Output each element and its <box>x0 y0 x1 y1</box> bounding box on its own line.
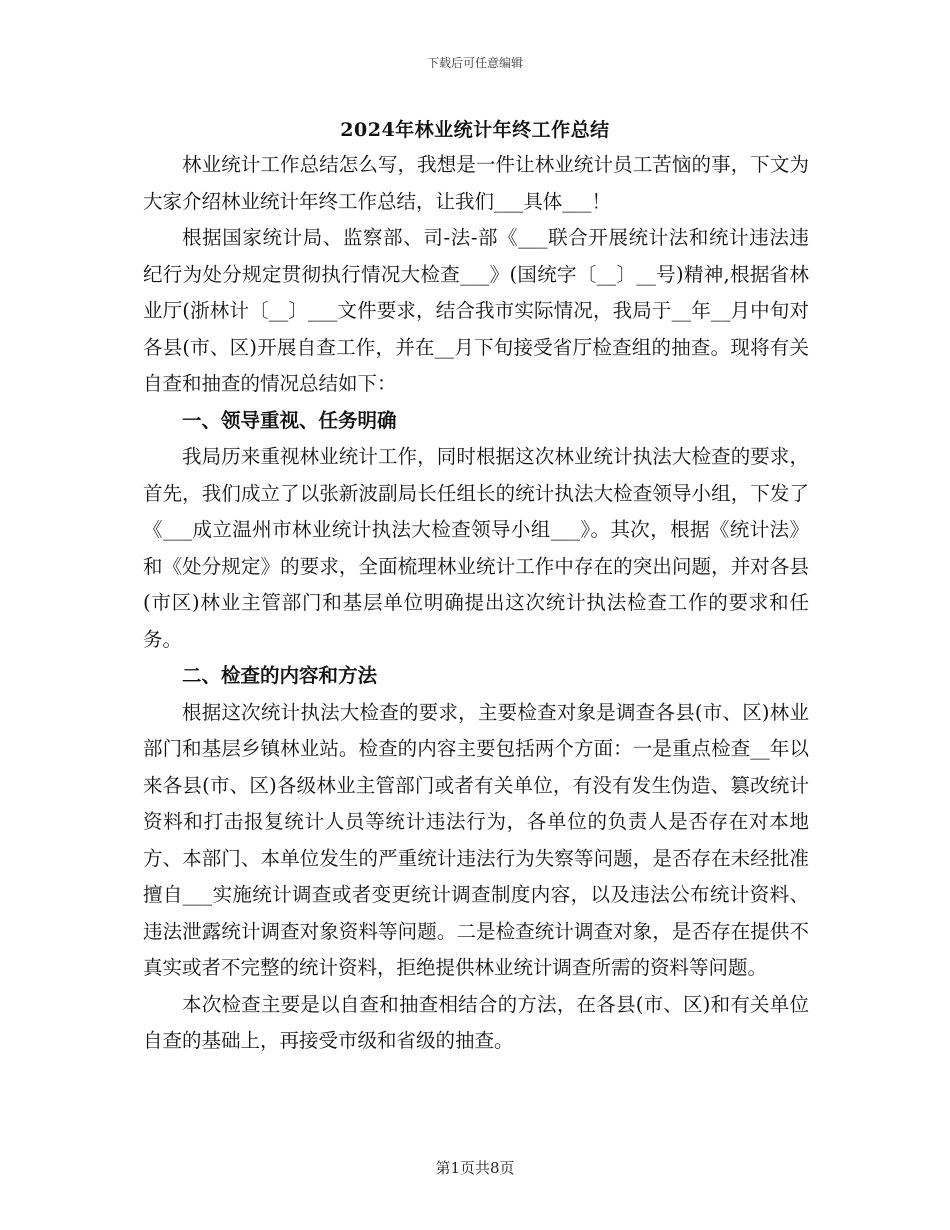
page-footer: 第1页共8页 <box>435 1159 515 1177</box>
intro-paragraph: 林业统计工作总结怎么写，我想是一件让林业统计员工苦恼的事，下文为大家介绍林业统计年终工作总结，让我们___具体___！ <box>143 153 809 213</box>
basis-paragraph: 根据国家统计局、监察部、司-法-部《___联合开展统计法和统计违法违纪行为处分规定贯彻执行情况大检查___》(国统字〔__〕__号)精神,根据省林业厅(浙林计〔__〕___文件要求，结合我市实际情况，我局于__年__月中旬对各县(市、区)开展自查工作，并在__月下旬接受省厅检查组的抽查。现将有关自查和抽查的情况总结如下： <box>143 226 809 395</box>
document-title: 2024年林业统计年终工作总结 <box>340 119 610 141</box>
section-2-heading: 二、检查的内容和方法 <box>182 664 378 687</box>
document-body <box>143 147 809 1060</box>
section-2-paragraph-2: 本次检查主要是以自查和抽查相结合的方法，在各县(市、区)和有关单位自查的基础上，再接受市级和省级的抽查。 <box>143 992 809 1052</box>
section-2-paragraph-1: 根据这次统计执法大检查的要求，主要检查对象是调查各县(市、区)林业部门和基层乡镇林业站。检查的内容主要包括两个方面：一是重点检查__年以来各县(市、区)各级林业主管部门或者有关单位，有没有发生伪造、篡改统计资料和打击报复统计人员等统计违法行为，各单位的负责人是否存在对本地方、本部门、本单位发生的严重统计违法行为失察等问题，是否存在未经批准擅自___实施统计调查或者变更统计调查制度内容，以及违法公布统计资料、违法泄露统计调查对象资料等问题。二是检查统计调查对象，是否存在提供不真实或者不完整的统计资料，拒绝提供林业统计调查所需的资料等问题。 <box>143 700 809 979</box>
section-1-paragraph: 我局历来重视林业统计工作，同时根据这次林业统计执法大检查的要求，首先，我们成立了以张新波副局长任组长的统计执法大检查领导小组，下发了《___成立温州市林业统计执法大检查领导小组___》。其次，根据《统计法》和《处分规定》的要求，全面梳理林业统计工作中存在的突出问题，并对各县(市区)林业主管部门和基层单位明确提出这次统计执法检查工作的要求和任务。 <box>143 445 809 651</box>
header-note: 下载后可任意编辑 <box>426 56 523 70</box>
section-1-heading: 一、领导重视、任务明确 <box>182 408 397 432</box>
